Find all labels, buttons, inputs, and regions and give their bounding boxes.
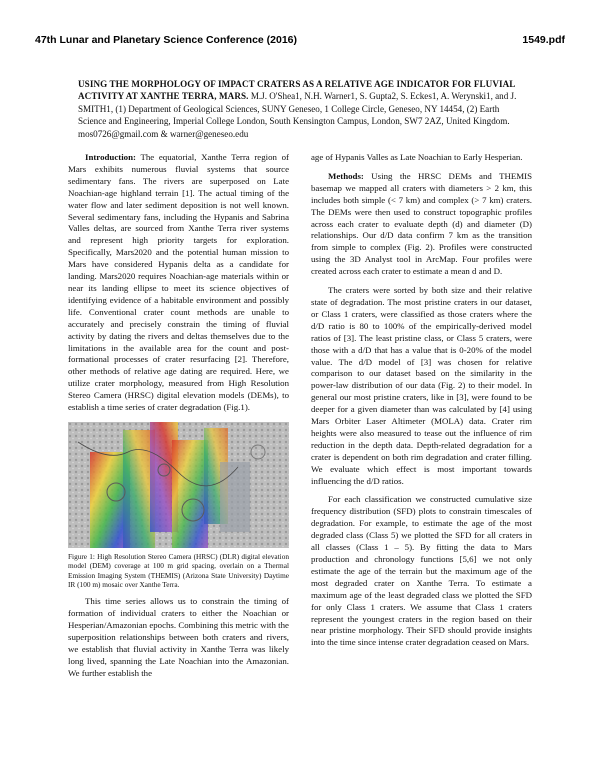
paragraph-2-continued: age of Hypanis Valles as Late Noachian to Early Hesperian.	[311, 152, 523, 162]
author-affiliations: M.J. O'Shea1, N.H. Warner1, S. Gupta2, S. Eckes1, A. Werynski1, and J. SMITH1, (1) Department of Geological Sciences, SUNY Geneseo, 1 College Circle, Geneseo, NY 14454, (2) Earth Science and Engineering, Imperial College London, South Kensington Campus, London, SW7 2AZ, United Kingdom. mos0726@gmail.com & warner@geneseo.edu	[78, 91, 517, 139]
intro-heading: Introduction:	[85, 152, 136, 162]
conference-header: 47th Lunar and Planetary Science Conference (2016)	[35, 34, 298, 46]
paper-title: USING THE MORPHOLOGY OF IMPACT CRATERS AS A RELATIVE AGE INDICATOR FOR FLUVIAL ACTIVITY AT XANTHE TERRA, MARS.	[78, 79, 515, 102]
paragraph-4: The craters were sorted by both size and their relative state of degradation. The most pristine craters in our dataset, or Class 1 craters, were classified as those craters where the d/D ratio is 80 to 100% of the empirically-derived model ratios of [3]. The least pristine class, or Class 5 craters, were those with a d/D that has a value that is 0-20% of the model value. The d/D model of [3] was chosen for relative comparison to our dataset based on the similarity in the power-law distribution of our data (Fig. 2) to their model. In general our most pristine craters, like in [3], were found to be deeper for a given diameter than was calculated by [4] using Mars Orbiter Laser Altimeter (MOLA) data. Crater rim heights were also measured to tease out the influence of rim reduction in the depth data. Depth-related degradation for a crater is dependent on both rim degradation and crater filling. We evaluate which effect is most important towards influencing the d/D ratios.	[311, 285, 532, 486]
intro-text: The equatorial, Xanthe Terra region of Mars exhibits numerous fluvial systems that source sedimentary fans. The rivers are superposed on Late Noachian-age highland terrain [1]. The actual timing of the water flow and later sediment deposition is not well known. Several sedimentary fans, including the Hypanis and Sabrina Valles deltas, are sourced from Xanthe Terra river systems and represent high priority targets for exploration. Specifically, Mars2020 and the potential human mission to Mars have considered Hypanis delta as a candidate for landing. Mars2020 requires Noachian-age materials within or near its landing ellipse to meet its science objectives of identifying evidence of a habitable environment and possibly life. Conventional crater count methods are unable to accurately and precisely constrain the timing of fluvial activity by dating the rivers and deltas themselves due to the limitations in the available area for the count and post-formational processes of crater resurfacing [2]. Therefore, other methods of relative age dating are required. Here, we utilize crater morphology, measured from High Resolution Stereo Camera (HRSC) digital elevation models (DEMs), to establish a time series of crater degradation (Fig.1).	[68, 152, 289, 413]
methods-text: Using the HRSC DEMs and THEMIS basemap we mapped all craters with diameters > 2 km, this includes both simple (< 7 km) and complex (> 7 km) craters. The DEMs were then used to construct topographic profiles across each crater to evaluate depth (d) and diameter (D) relationships. Our d/D data confirm 7 km as the transition from simple to complex (Fig. 2). Profiles were constructed using the 3D Analyst tool in ArcMap. Four profiles were created across each crater to estimate a mean d and D.	[311, 170, 532, 277]
dem-map-graphic	[68, 422, 289, 548]
figure-1-caption: Figure 1: High Resolution Stereo Camera (HRSC) (DLR) digital elevation model (DEM) coverage at 100 m grid spacing, overlain on a Thermal Emission Imaging System (THEMIS) (Arizona State University) Daytime IR (100 m) mosaic over Xanthe Terra.	[68, 551, 289, 589]
paragraph-2: This time series allows us to constrain the timing of formation of individual craters to either the Noachian or Hesperian/Amazonian epochs. Combining this metric with the superposition relationships between both craters and rivers, we establish that fluvial activity in Xanthe Terra was likely long lived, spanning the Late Noachian into the Amazonian. We further establish the	[68, 596, 289, 678]
intro-paragraph	[68, 152, 289, 414]
paragraph-5: For each classification we constructed cumulative size frequency distribution (SFD) plots to constrain timescales of degradation. For example, to estimate the age of the most degraded class (Class 5) we plotted the SFD for all craters in all classes (Class 1 – 5). By fitting the data to Mars production and chronology functions [5,6] we not only estimate the age of the terrain but the maximum age of the most degraded crater on Xanthe Terra. To estimate a maximum age of the least degraded class we plotted the SFD for only Class 1 craters. We assume that Class 1 craters represent the youngest craters in the region based on their near pristine morphology. Their SFD should provide insights into the time since intense crater degradation ceased on Mars.	[311, 494, 532, 648]
figure-1-image	[68, 422, 289, 548]
methods-paragraph	[311, 171, 532, 278]
page-id: 1549.pdf	[522, 34, 565, 46]
methods-heading: Methods:	[328, 170, 364, 181]
title-block	[78, 78, 526, 140]
left-column	[68, 152, 289, 679]
right-column	[311, 152, 532, 649]
